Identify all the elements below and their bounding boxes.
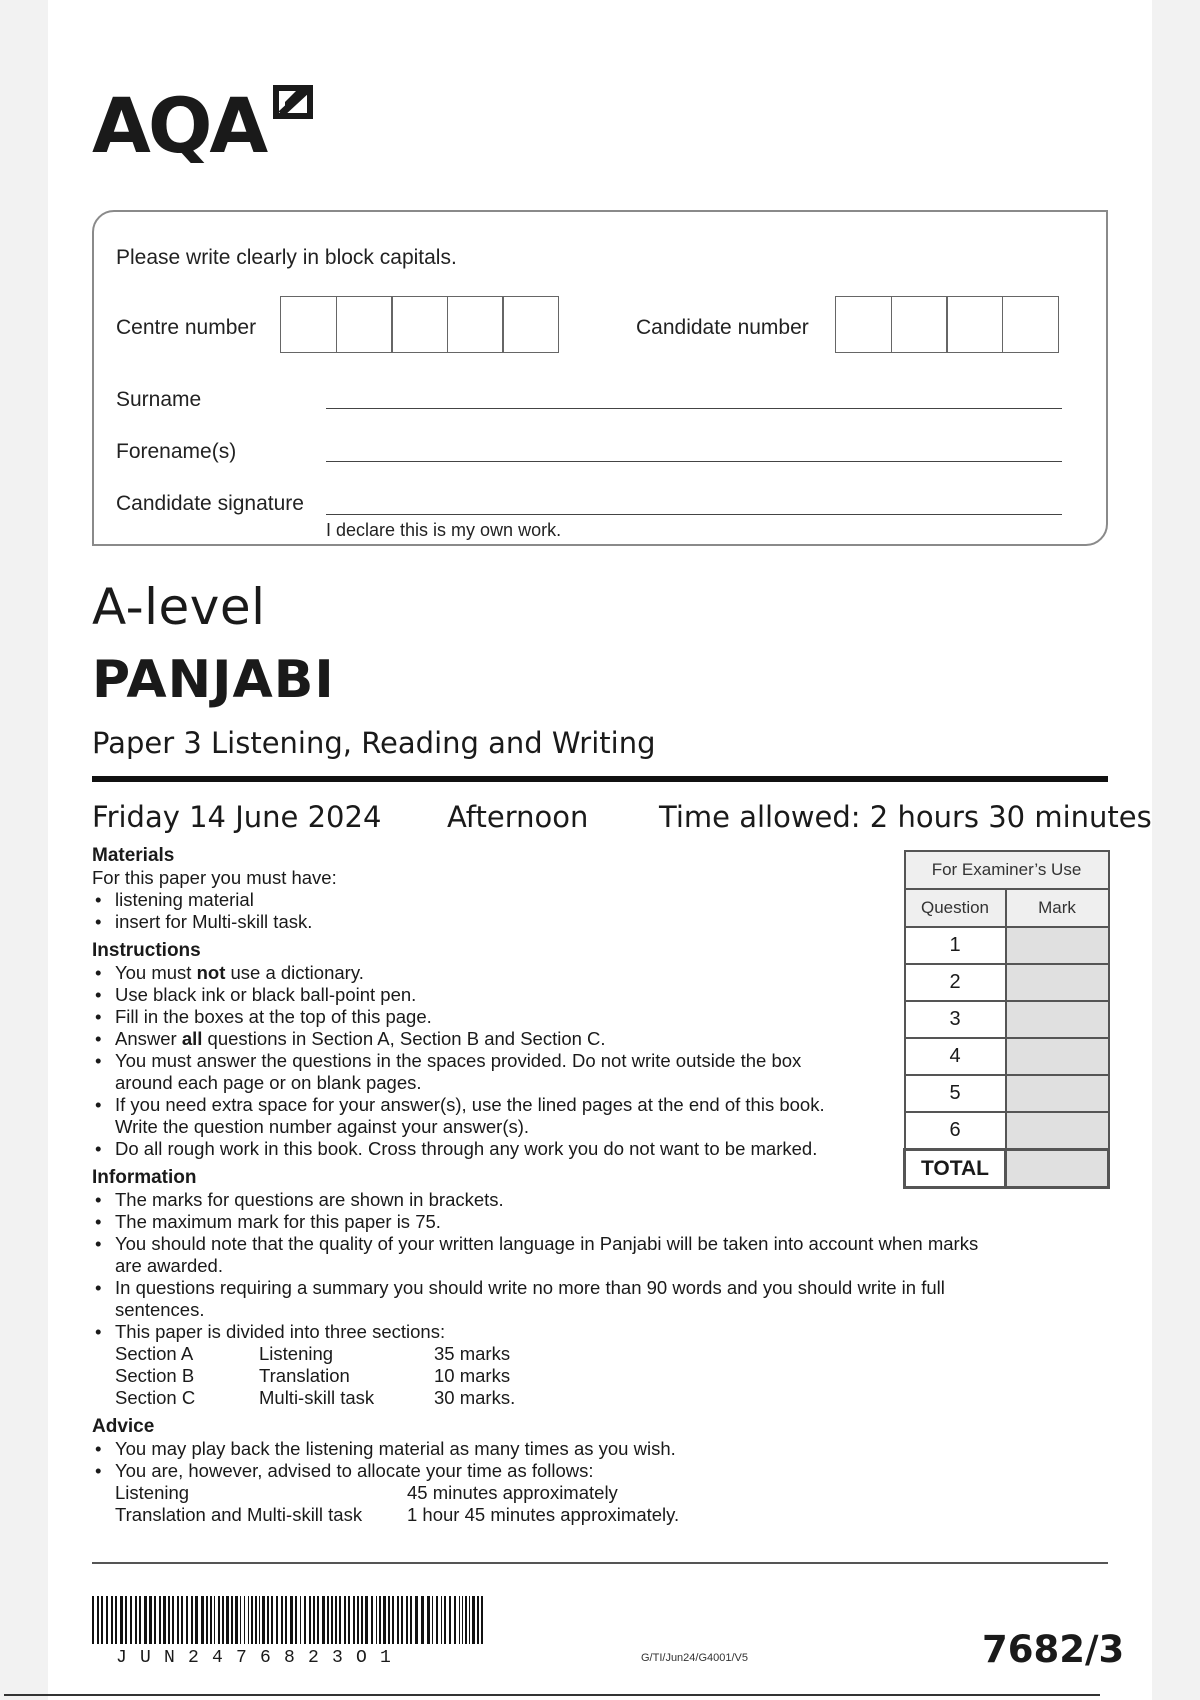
centre-number-digit-box[interactable] — [502, 296, 559, 353]
page-bottom-rule — [4, 1694, 1100, 1696]
reference-code: G/TI/Jun24/G4001/V5 — [641, 1652, 749, 1664]
list-item: • Do all rough work in this book. Cross through any work you do not want to be marked. — [92, 1138, 835, 1160]
instructions-list — [92, 962, 992, 1160]
barcode-digits: JUN2476823O1 — [116, 1648, 405, 1668]
information-list — [92, 1189, 992, 1343]
list-item: • The marks for questions are shown in brackets. — [92, 1189, 992, 1211]
paper-code: 7682/3 — [982, 1628, 1125, 1671]
exam-session: Afternoon — [447, 800, 589, 834]
aqa-logo-mark-icon — [273, 84, 313, 140]
mark-column-header: Mark — [1006, 889, 1109, 927]
forenames-field[interactable] — [326, 461, 1062, 462]
list-item: • You should note that the quality of your written language in Panjabi will be taken into account when marks are awarded. — [92, 1233, 992, 1277]
centre-number-digit-box[interactable] — [280, 296, 337, 353]
candidate-number-digit-box[interactable] — [835, 296, 892, 353]
declaration-text: I declare this is my own work. — [326, 520, 562, 540]
total-row: TOTAL — [905, 1150, 1109, 1188]
mark-cell — [1006, 1075, 1109, 1112]
signature-field[interactable] — [326, 514, 1062, 515]
examiner-table-title: For Examiner’s Use — [905, 851, 1109, 889]
section-row: Section B Translation 10 marks — [115, 1365, 511, 1386]
candidate-number-boxes[interactable] — [835, 296, 1057, 353]
table-row: 1 — [905, 927, 1109, 964]
advice-list — [92, 1438, 992, 1482]
table-row: 3 — [905, 1001, 1109, 1038]
table-row: 6 — [905, 1112, 1109, 1150]
mark-cell — [1006, 1001, 1109, 1038]
list-item: • You must not use a dictionary. — [92, 962, 992, 984]
aqa-logo — [92, 81, 313, 170]
centre-number-boxes[interactable] — [280, 296, 558, 353]
list-item: • Answer all questions in Section A, Section B and Section C. — [92, 1028, 992, 1050]
table-row: 2 — [905, 964, 1109, 1001]
instructions-heading: Instructions — [92, 940, 201, 961]
surname-field[interactable] — [326, 408, 1062, 409]
centre-number-label: Centre number — [116, 316, 257, 339]
list-item: • This paper is divided into three sections: — [92, 1321, 992, 1343]
time-allocation-row: Translation and Multi-skill task 1 hour 45 minutes approximately. — [115, 1504, 680, 1525]
total-mark-cell — [1006, 1150, 1109, 1188]
mark-cell — [1006, 964, 1109, 1001]
subject-title: PANJABI — [92, 650, 335, 710]
candidate-number-digit-box[interactable] — [946, 296, 1003, 353]
table-row: 5 — [905, 1075, 1109, 1112]
surname-label: Surname — [116, 388, 202, 411]
information-heading: Information — [92, 1167, 197, 1188]
table-row: 4 — [905, 1038, 1109, 1075]
list-item: • listening material — [92, 889, 992, 911]
advice-heading: Advice — [92, 1416, 155, 1437]
candidate-details-box — [92, 210, 1108, 546]
signature-label: Candidate signature — [116, 492, 304, 515]
list-item: • The maximum mark for this paper is 75. — [92, 1211, 992, 1233]
logo-text: AQA — [92, 81, 266, 170]
materials-intro: For this paper you must have: — [92, 867, 337, 888]
list-item: • You may play back the listening material as many times as you wish. — [92, 1438, 992, 1460]
list-item: • Use black ink or black ball-point pen. — [92, 984, 992, 1006]
exam-date: Friday 14 June 2024 — [92, 800, 382, 834]
materials-heading: Materials — [92, 845, 175, 866]
forenames-label: Forename(s) — [116, 440, 237, 463]
block-capitals-instruction: Please write clearly in block capitals. — [116, 246, 457, 269]
materials-list — [92, 889, 992, 933]
exam-paper-cover — [48, 0, 1152, 1700]
time-allocation-row: Listening 45 minutes approximately — [115, 1482, 618, 1503]
candidate-number-digit-box[interactable] — [1002, 296, 1059, 353]
list-item: • In questions requiring a summary you should write no more than 90 words and you should write in full sentences. — [92, 1277, 992, 1321]
list-item: • If you need extra space for your answer(s), use the lined pages at the end of this book. Write the question number against your answer(s). — [92, 1094, 835, 1138]
mark-cell — [1006, 1112, 1109, 1150]
qualification-level: A-level — [92, 578, 266, 636]
section-row: Section C Multi-skill task 30 marks. — [115, 1387, 516, 1408]
section-row: Section A Listening 35 marks — [115, 1343, 511, 1364]
time-allowed: Time allowed: 2 hours 30 minutes — [659, 800, 1152, 834]
candidate-number-digit-box[interactable] — [891, 296, 948, 353]
paper-title: Paper 3 Listening, Reading and Writing — [92, 726, 656, 760]
centre-number-digit-box[interactable] — [336, 296, 393, 353]
mark-cell — [1006, 1038, 1109, 1075]
question-column-header: Question — [905, 889, 1006, 927]
barcode-icon — [92, 1596, 488, 1644]
footer-divider — [92, 1562, 1108, 1564]
list-item: • You are, however, advised to allocate your time as follows: — [92, 1460, 992, 1482]
list-item: • insert for Multi-skill task. — [92, 911, 992, 933]
mark-cell — [1006, 927, 1109, 964]
examiner-use-table — [903, 850, 1110, 1189]
cover-instructions — [92, 845, 992, 1526]
title-divider — [92, 776, 1108, 782]
candidate-number-label: Candidate number — [636, 316, 809, 339]
list-item: • You must answer the questions in the spaces provided. Do not write outside the box around each page or on blank pages. — [92, 1050, 835, 1094]
centre-number-digit-box[interactable] — [391, 296, 448, 353]
list-item: • Fill in the boxes at the top of this page. — [92, 1006, 992, 1028]
centre-number-digit-box[interactable] — [447, 296, 504, 353]
